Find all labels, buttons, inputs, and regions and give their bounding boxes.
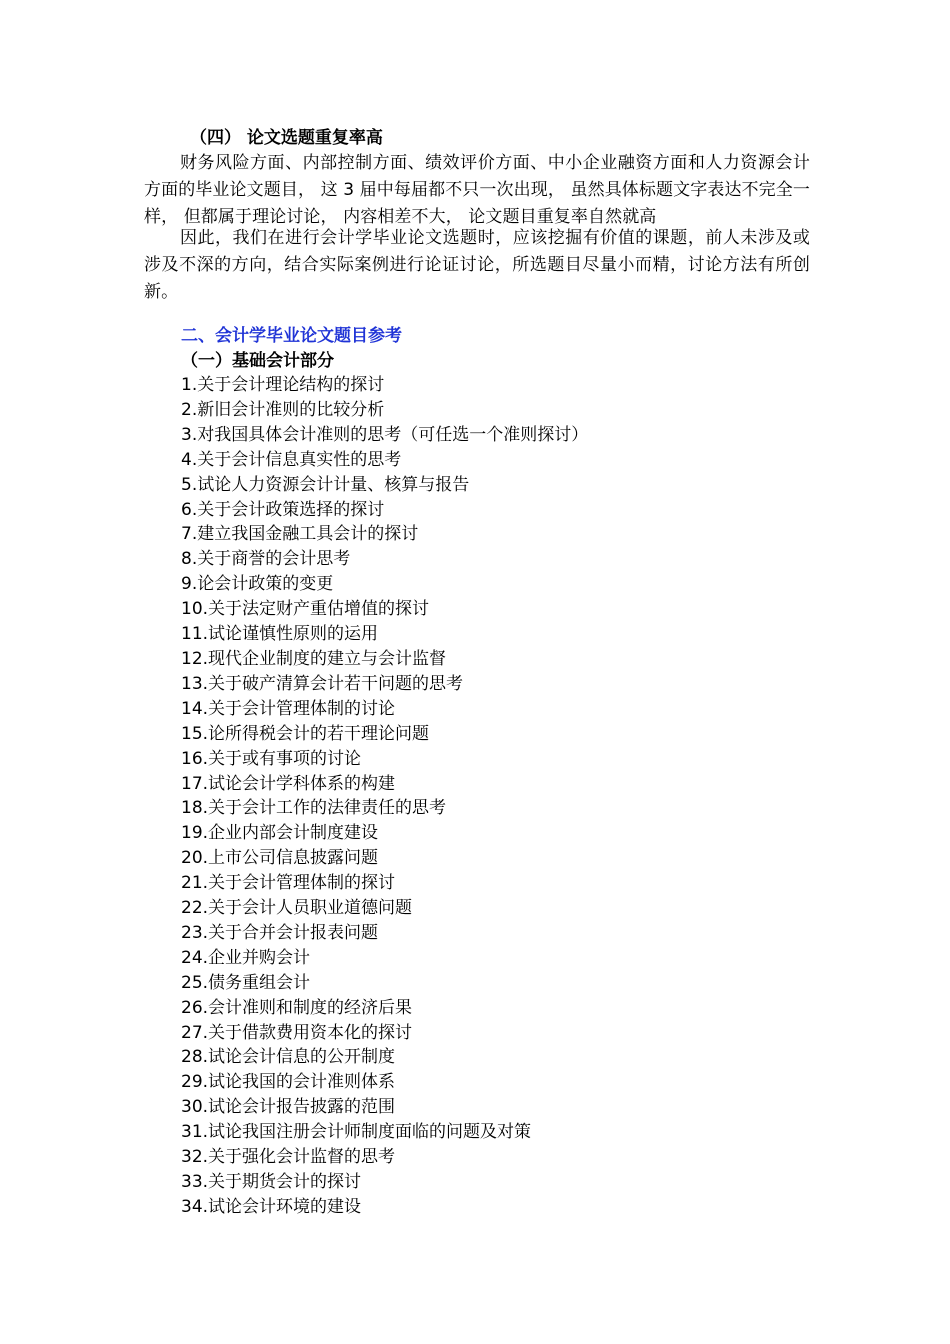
topic-item: 5.试论人力资源会计计量、核算与报告: [181, 474, 470, 495]
topic-item: 9.论会计政策的变更: [181, 574, 334, 595]
topic-list: [181, 373, 588, 1220]
topic-item: 13.关于破产清算会计若干问题的思考: [181, 673, 464, 694]
topic-item: 12.现代企业制度的建立与会计监督: [181, 648, 447, 669]
topic-item: 33.关于期货会计的探讨: [181, 1172, 362, 1192]
topic-item: 18.关于会计工作的法律责任的思考: [181, 798, 447, 819]
topic-item: 15.论所得税会计的若干理论问题: [181, 723, 430, 744]
topic-item: 25.债务重组会计: [181, 972, 311, 993]
topic-item: 20.上市公司信息披露问题: [181, 848, 379, 869]
section-2-heading: 二、会计学毕业论文题目参考: [181, 326, 402, 346]
topic-item: 29.试论我国的会计准则体系: [181, 1072, 396, 1093]
topic-item: 27.关于借款费用资本化的探讨: [181, 1022, 413, 1043]
topic-item: 11.试论谨慎性原则的运用: [181, 624, 379, 645]
section-4-paragraph-1: 财务风险方面、内部控制方面、绩效评价方面、中小企业融资方面和人力资源会计方面的毕业论文题目， 这 3 届中每届都不只一次出现， 虽然具体标题文字表达不完全一样， 但都属于理论讨论， 内容相差不大， 论文题目重复率自然就高: [144, 153, 810, 227]
topic-item: 17.试论会计学科体系的构建: [181, 773, 396, 794]
topic-item: 4.关于会计信息真实性的思考: [181, 449, 402, 470]
topic-item: 22.关于会计人员职业道德问题: [181, 898, 413, 919]
topic-item: 26.会计准则和制度的经济后果: [181, 997, 413, 1018]
topic-item: 14.关于会计管理体制的讨论: [181, 698, 396, 719]
topic-item: 19.企业内部会计制度建设: [181, 823, 379, 844]
section-4-paragraph-2: 因此，我们在进行会计学毕业论文选题时，应该挖掘有价值的课题，前人未涉及或涉及不深的方向，结合实际案例进行论证讨论，所选题目尽量小而精，讨论方法有所创新。: [144, 228, 810, 302]
topic-item: 31.试论我国注册会计师制度面临的问题及对策: [181, 1122, 532, 1143]
topic-item: 34.试论会计环境的建设: [181, 1196, 362, 1217]
topic-item: 28.试论会计信息的公开制度: [181, 1047, 396, 1068]
topic-item: 1.关于会计理论结构的探讨: [181, 375, 385, 395]
topic-item: 16.关于或有事项的讨论: [181, 748, 362, 769]
topic-item: 21.关于会计管理体制的探讨: [181, 873, 396, 894]
topic-item: 32.关于强化会计监督的思考: [181, 1147, 396, 1168]
section-4-heading: （四） 论文选题重复率高: [190, 128, 383, 148]
topic-item: 30.试论会计报告披露的范围: [181, 1097, 396, 1118]
topic-item: 3.对我国具体会计准则的思考（可任选一个准则探讨）: [181, 424, 589, 445]
topic-item: 2.新旧会计准则的比较分析: [181, 399, 385, 420]
topic-item: 7.建立我国金融工具会计的探讨: [181, 524, 419, 545]
subsection-1-heading: （一）基础会计部分: [181, 351, 334, 371]
topic-item: 8.关于商誉的会计思考: [181, 549, 351, 570]
topic-item: 24.企业并购会计: [181, 947, 311, 968]
topic-item: 6.关于会计政策选择的探讨: [181, 499, 385, 520]
topic-item: 23.关于合并会计报表问题: [181, 922, 379, 943]
topic-item: 10.关于法定财产重估增值的探讨: [181, 599, 430, 620]
